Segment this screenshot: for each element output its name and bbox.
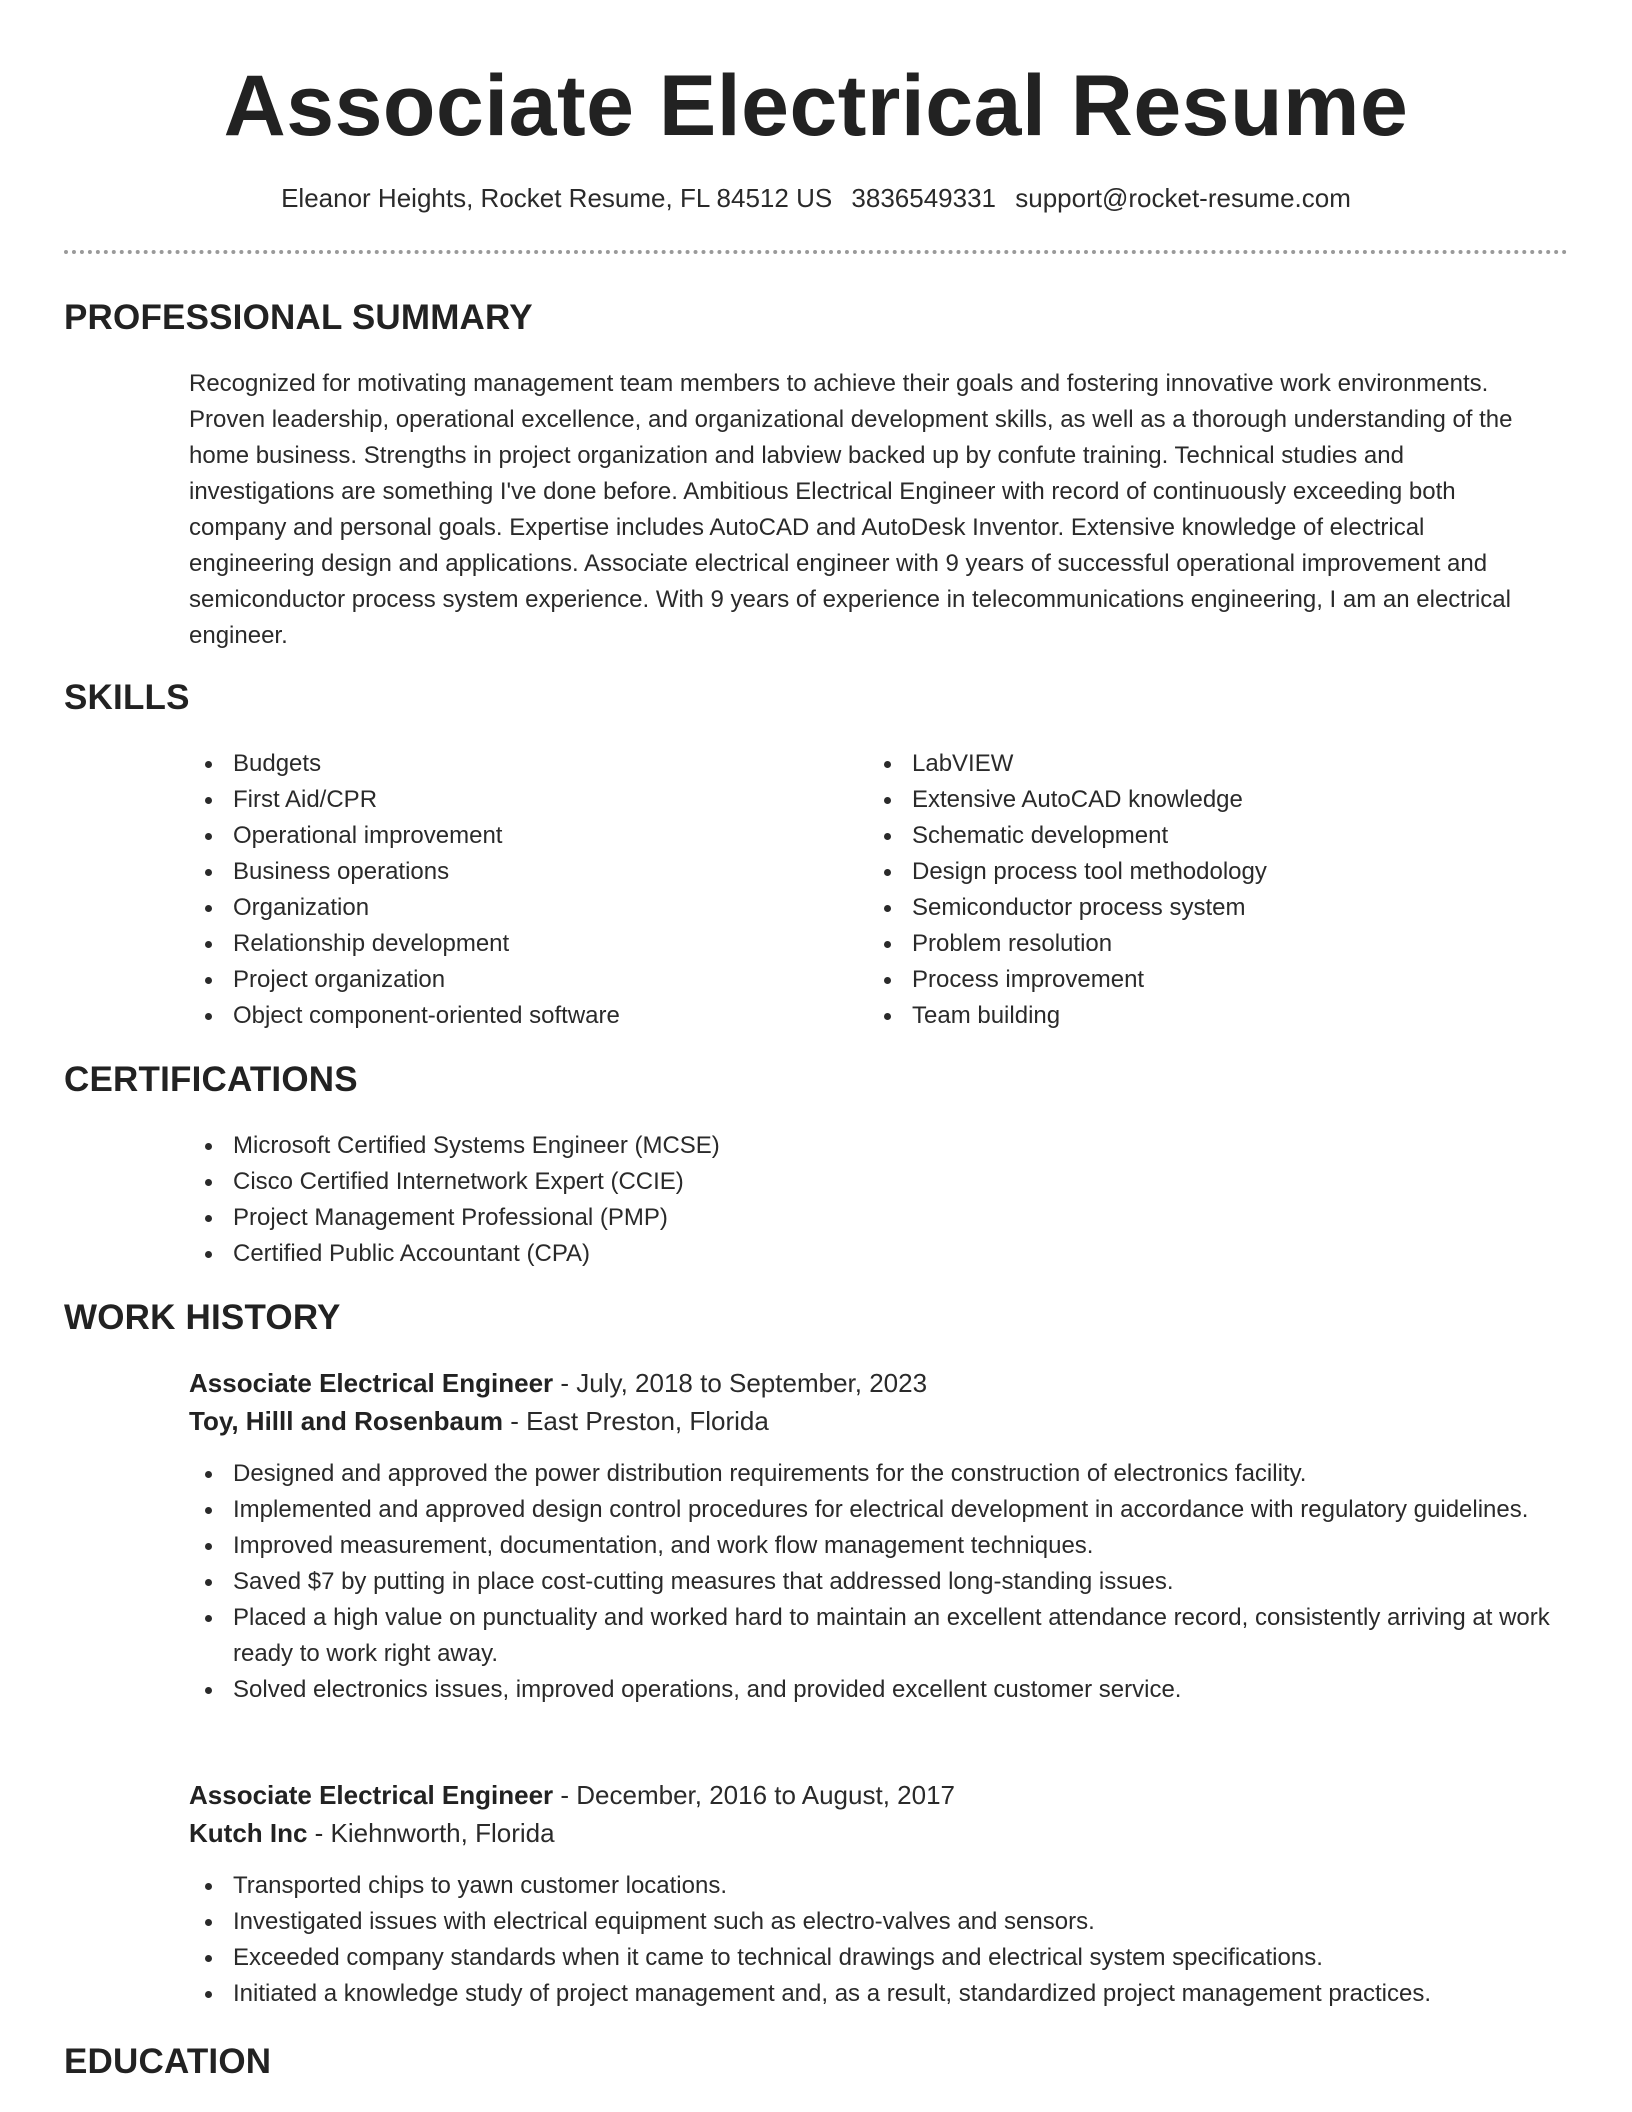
job-bullet: Exceeded company standards when it came to technical drawings and electrical system specifications.: [189, 1940, 1569, 1976]
contact-address: Eleanor Heights, Rocket Resume, FL 84512 US: [281, 183, 833, 213]
job-company: Toy, Hilll and Rosenbaum: [189, 1406, 503, 1436]
summary-line: engineering design and applications. Associate electrical engineer with 9 years of successful operational improvement and: [189, 550, 1488, 577]
job-location: - Kiehnworth, Florida: [307, 1818, 555, 1848]
job-company-line: [189, 1402, 769, 1440]
skill-item: Team building: [868, 998, 1568, 1034]
job-bullet: Investigated issues with electrical equipment such as electro-valves and sensors.: [189, 1904, 1569, 1940]
summary-line: Proven leadership, operational excellence, and organizational development skills, as well as a thorough understanding of the: [189, 406, 1513, 433]
summary-line: engineer.: [189, 622, 288, 649]
section-title-skills: SKILLS: [64, 678, 190, 717]
skill-item: Operational improvement: [189, 818, 829, 854]
job-company-line: [189, 1814, 555, 1852]
certification-item: Certified Public Accountant (CPA): [189, 1236, 1569, 1272]
header-divider: [64, 250, 1568, 254]
job-company: Kutch Inc: [189, 1818, 308, 1848]
skill-item: Relationship development: [189, 926, 829, 962]
summary-text: [189, 366, 1569, 654]
skills-list-left: [189, 746, 829, 1034]
job-dates: - July, 2018 to September, 2023: [553, 1368, 928, 1398]
job-bullets: [189, 1868, 1569, 2012]
contact-phone[interactable]: 3836549331: [851, 183, 997, 213]
summary-line: home business. Strengths in project organization and labview backed up by confute training. Technical studies and: [189, 442, 1404, 469]
job-bullet: Implemented and approved design control procedures for electrical development in accordance with regulatory guidelines.: [189, 1492, 1569, 1528]
job-dates: - December, 2016 to August, 2017: [553, 1780, 955, 1810]
job-title: Associate Electrical Engineer: [189, 1368, 554, 1398]
contact-email[interactable]: support@rocket-resume.com: [1015, 183, 1351, 213]
section-title-summary: PROFESSIONAL SUMMARY: [64, 298, 533, 337]
skills-list-right: [868, 746, 1568, 1034]
job-bullet: Designed and approved the power distribution requirements for the construction of electronics facility.: [189, 1456, 1569, 1492]
skill-item: First Aid/CPR: [189, 782, 829, 818]
skill-item: Semiconductor process system: [868, 890, 1568, 926]
section-title-education: EDUCATION: [64, 2042, 272, 2081]
certifications-list: [189, 1128, 1569, 1272]
skill-item: Organization: [189, 890, 829, 926]
job-location: - East Preston, Florida: [502, 1406, 769, 1436]
certification-item: Microsoft Certified Systems Engineer (MCSE): [189, 1128, 1569, 1164]
skill-item: Budgets: [189, 746, 829, 782]
job-bullet: Solved electronics issues, improved operations, and provided excellent customer service.: [189, 1672, 1569, 1708]
skill-item: Object component-oriented software: [189, 998, 829, 1034]
job-bullet: Transported chips to yawn customer locations.: [189, 1868, 1569, 1904]
job-bullets: [189, 1456, 1569, 1708]
skill-item: Schematic development: [868, 818, 1568, 854]
job-bullet: Initiated a knowledge study of project management and, as a result, standardized project management practices.: [189, 1976, 1569, 2012]
job-title-line: [189, 1364, 927, 1402]
summary-line: Recognized for motivating management team members to achieve their goals and fostering innovative work environments.: [189, 370, 1489, 397]
summary-line: semiconductor process system experience. With 9 years of experience in telecommunications engineering, I am an electrical: [189, 586, 1511, 613]
summary-line: company and personal goals. Expertise includes AutoCAD and AutoDesk Inventor. Extensive knowledge of electrical: [189, 514, 1425, 541]
skill-item: Process improvement: [868, 962, 1568, 998]
job-title: Associate Electrical Engineer: [189, 1780, 554, 1810]
job-bullet: Saved $7 by putting in place cost-cutting measures that addressed long-standing issues.: [189, 1564, 1569, 1600]
summary-line: investigations are something I've done before. Ambitious Electrical Engineer with record of continuously exceeding both: [189, 478, 1456, 505]
skill-item: Extensive AutoCAD knowledge: [868, 782, 1568, 818]
skill-item: Business operations: [189, 854, 829, 890]
section-title-certifications: CERTIFICATIONS: [64, 1060, 358, 1099]
job-bullet: Placed a high value on punctuality and worked hard to maintain an excellent attendance record, consistently arriving at work ready to work right away.: [189, 1600, 1569, 1672]
resume-title: Associate Electrical Resume: [223, 58, 1409, 154]
job-title-line: [189, 1776, 955, 1814]
skill-item: Problem resolution: [868, 926, 1568, 962]
skill-item: LabVIEW: [868, 746, 1568, 782]
skill-item: Design process tool methodology: [868, 854, 1568, 890]
section-title-work-history: WORK HISTORY: [64, 1298, 341, 1337]
certification-item: Project Management Professional (PMP): [189, 1200, 1569, 1236]
certification-item: Cisco Certified Internetwork Expert (CCIE): [189, 1164, 1569, 1200]
job-bullet: Improved measurement, documentation, and work flow management techniques.: [189, 1528, 1569, 1564]
skill-item: Project organization: [189, 962, 829, 998]
contact-line: [0, 180, 1632, 216]
